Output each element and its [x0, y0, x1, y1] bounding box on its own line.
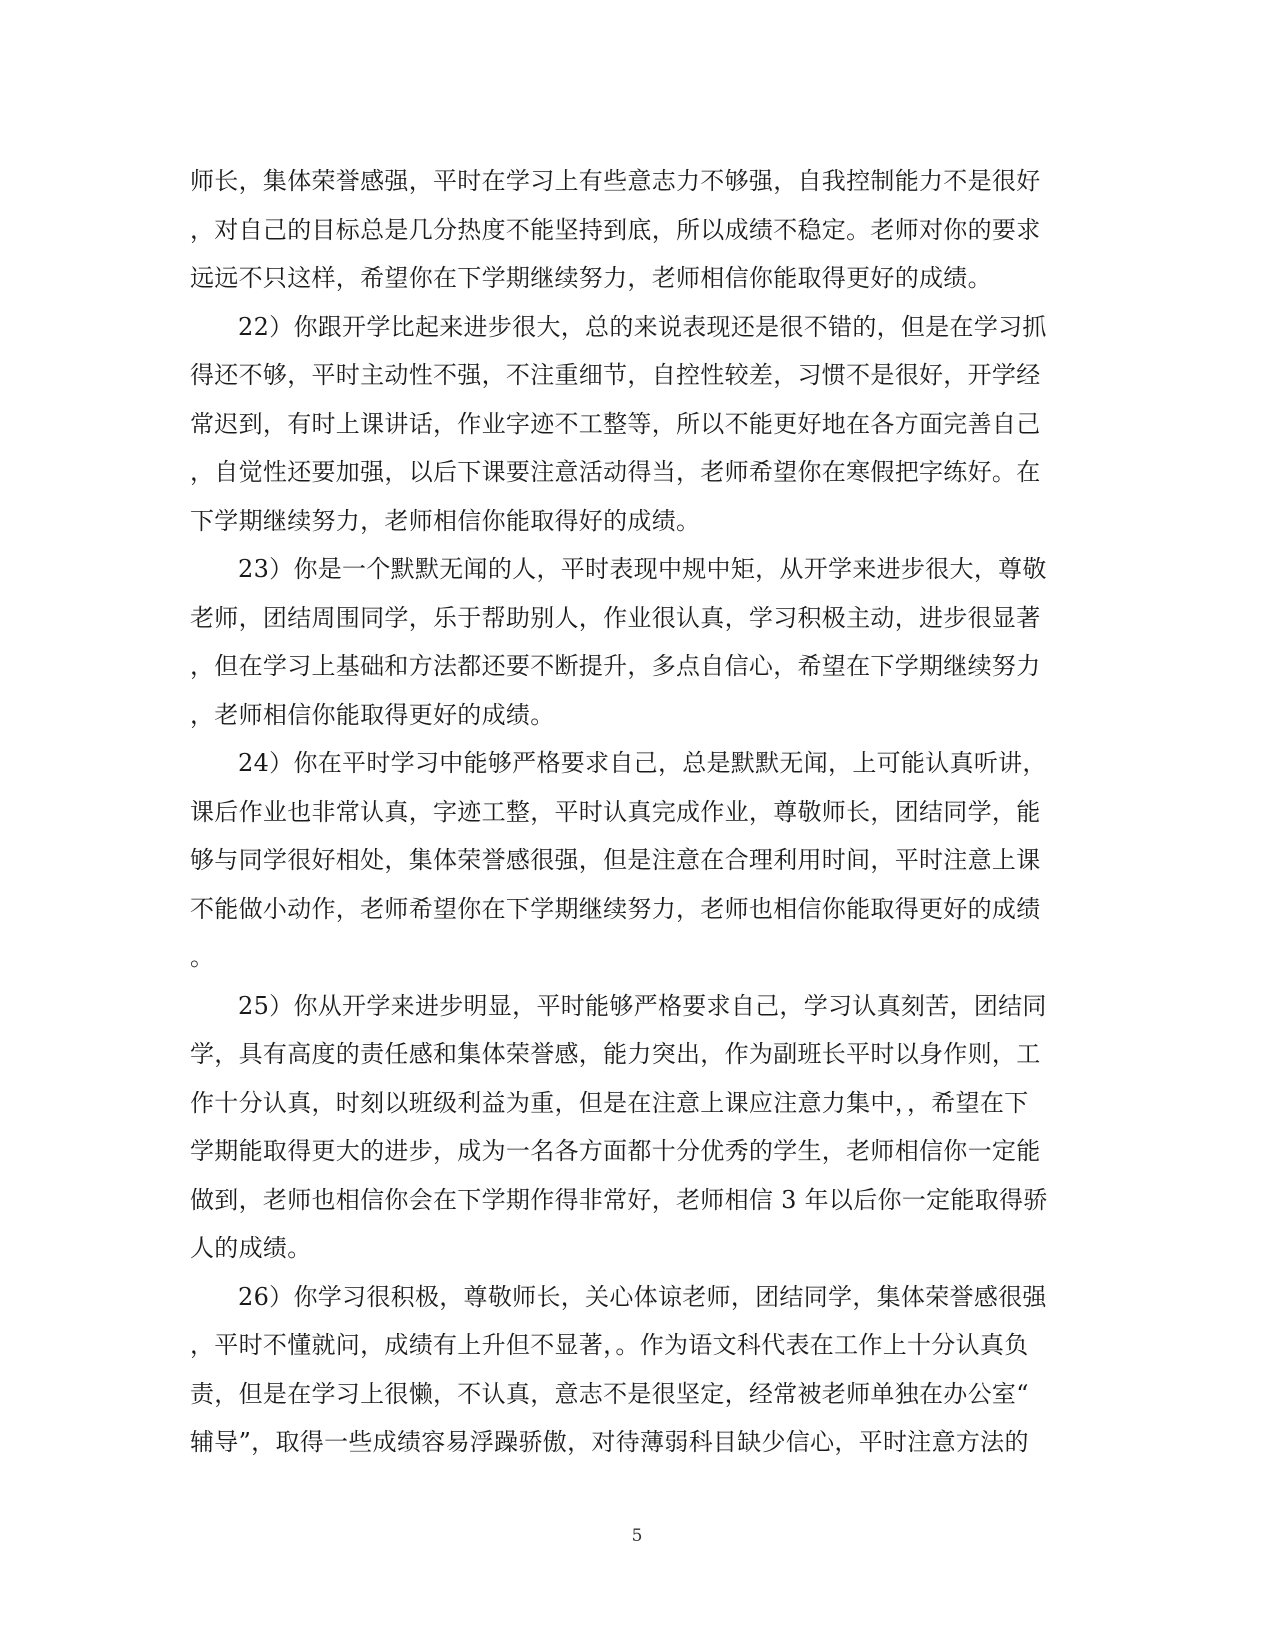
text-line: 责，但是在学习上很懒，不认真，意志不是很坚定，经常被老师单独在办公室“: [190, 1379, 1029, 1408]
page-number: 5: [631, 1526, 643, 1546]
text-line: 得还不够，平时主动性不强，不注重细节，自控性较差，习惯不是很好，开学经: [190, 361, 1041, 389]
text-line: 。: [190, 943, 215, 971]
text-line: 人的成绩。: [190, 1234, 312, 1262]
text-line: ，平时不懂就问，成绩有上升但不显著，。作为语文科代表在工作上十分认真负: [190, 1331, 1029, 1359]
text-line: ，老师相信你能取得更好的成绩。: [190, 700, 555, 729]
text-line: ，自觉性还要加强，以后下课要注意活动得当，老师希望你在寒假把字练好。在: [190, 458, 1041, 486]
text-line: 师长，集体荣誉感强，平时在学习上有些意志力不够强，自我控制能力不是很好: [190, 167, 1041, 195]
text-line: ，对自己的目标总是几分热度不能坚持到底，所以成绩不稳定。老师对你的要求: [190, 215, 1041, 244]
text-line: 25）你从开学来进步明显，平时能够严格要求自己，学习认真刻苦，团结同: [238, 991, 1047, 1020]
text-line: 做到，老师也相信你会在下学期作得非常好，老师相信 3 年以后你一定能取得骄: [190, 1185, 1048, 1214]
text-line: 24）你在平时学习中能够严格要求自己，总是默默无闻，上可能认真听讲，: [238, 749, 1047, 777]
text-line: 学，具有高度的责任感和集体荣誉感，能力突出，作为副班长平时以身作则，工: [190, 1040, 1041, 1068]
text-line: ，但在学习上基础和方法都还要不断提升，多点自信心，希望在下学期继续努力: [190, 652, 1041, 680]
text-line: 老师，团结周围同学，乐于帮助别人，作业很认真，学习积极主动，进步很显著: [190, 603, 1041, 632]
document-body: [190, 157, 1066, 1467]
text-line: 常迟到，有时上课讲话，作业字迹不工整等，所以不能更好地在各方面完善自己: [190, 409, 1041, 438]
text-line: 22）你跟开学比起来进步很大，总的来说表现还是很不错的，但是在学习抓: [238, 312, 1047, 341]
text-line: 远远不只这样，希望你在下学期继续努力，老师相信你能取得更好的成绩。: [190, 264, 992, 292]
text-line: 不能做小动作，老师希望你在下学期继续努力，老师也相信你能取得更好的成绩: [190, 894, 1041, 923]
text-line: 作十分认真，时刻以班级利益为重，但是在注意上课应注意力集中，，希望在下: [190, 1088, 1029, 1117]
text-line: 辅导”，取得一些成绩容易浮躁骄傲，对待薄弱科目缺少信心，平时注意方法的: [190, 1428, 1029, 1456]
text-line: 够与同学很好相处，集体荣誉感很强，但是注意在合理利用时间，平时注意上课: [190, 846, 1041, 874]
text-line: 26）你学习很积极，尊敬师长，关心体谅老师，团结同学，集体荣誉感很强: [238, 1282, 1047, 1311]
text-line: 学期能取得更大的进步，成为一名各方面都十分优秀的学生，老师相信你一定能: [190, 1137, 1041, 1165]
text-line: 23）你是一个默默无闻的人，平时表现中规中矩，从开学来进步很大，尊敬: [238, 555, 1047, 583]
text-line: 课后作业也非常认真，字迹工整，平时认真完成作业，尊敬师长，团结同学，能: [190, 797, 1041, 826]
text-line: 下学期继续努力，老师相信你能取得好的成绩。: [190, 506, 701, 535]
